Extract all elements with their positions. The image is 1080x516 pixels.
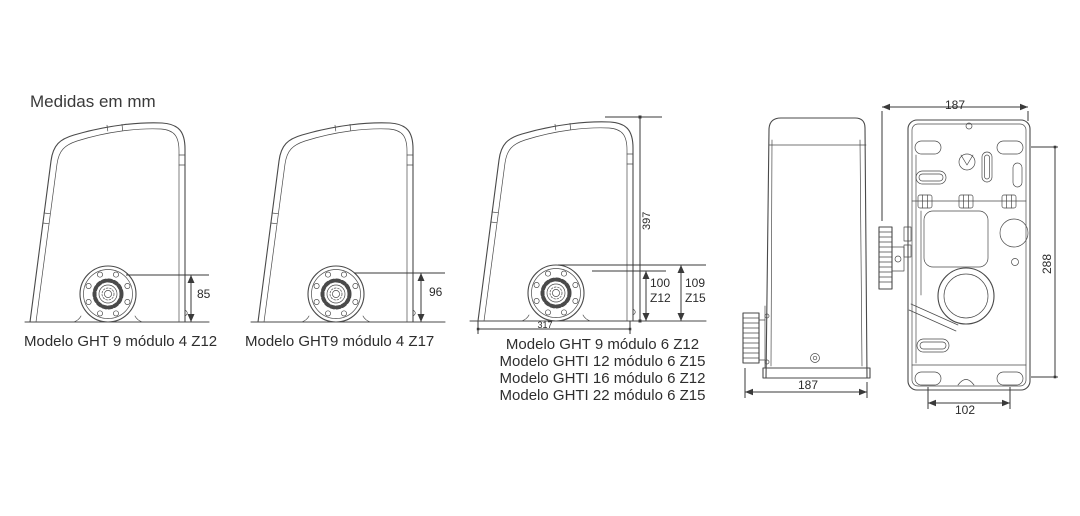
model-label-modulo6-list — [480, 336, 725, 404]
front-view-z12-drawing — [22, 110, 214, 328]
dim-label-288: 288 — [1040, 253, 1054, 274]
dim-label-109: 109 — [685, 276, 706, 290]
page-title: Medidas em mm — [30, 92, 156, 111]
front-view-modulo6-drawing — [470, 108, 712, 338]
dimension-187-width — [882, 104, 1028, 221]
back-view-pinion — [879, 227, 904, 289]
model-label-ght9-z17: Modelo GHT9 módulo 4 Z17 — [245, 333, 435, 350]
dim-label-z12: Z12 — [650, 291, 671, 305]
model-label-ghti16-m6: Modelo GHTI 16 módulo 6 Z12 — [499, 370, 706, 387]
model-label-ght9-z12: Modelo GHT 9 módulo 4 Z12 — [24, 333, 218, 350]
dim-label-96: 96 — [429, 285, 443, 299]
dim-label-187-depth: 187 — [797, 378, 819, 392]
model-label-ghti22-m6: Modelo GHTI 22 módulo 6 Z15 — [499, 387, 706, 404]
model-label-ght9-m6: Modelo GHT 9 módulo 6 Z12 — [505, 336, 700, 353]
base-screw — [811, 354, 820, 363]
front-view-z17-drawing — [248, 110, 448, 328]
side-view-pinion — [743, 313, 765, 363]
dim-label-187-width: 187 — [944, 98, 966, 112]
dim-label-317: 317 — [537, 320, 553, 330]
back-view-body — [904, 120, 1030, 390]
dim-label-397: 397 — [641, 211, 653, 230]
dim-label-z15: Z15 — [685, 291, 706, 305]
cable-clamps — [918, 195, 1016, 208]
side-view-drawing — [736, 110, 880, 402]
model-label-ghti12-m6: Modelo GHTI 12 módulo 6 Z15 — [499, 353, 706, 370]
dim-label-102: 102 — [954, 403, 976, 417]
dim-label-100: 100 — [650, 276, 671, 290]
dim-label-85: 85 — [197, 287, 211, 301]
side-view-body — [763, 118, 870, 378]
